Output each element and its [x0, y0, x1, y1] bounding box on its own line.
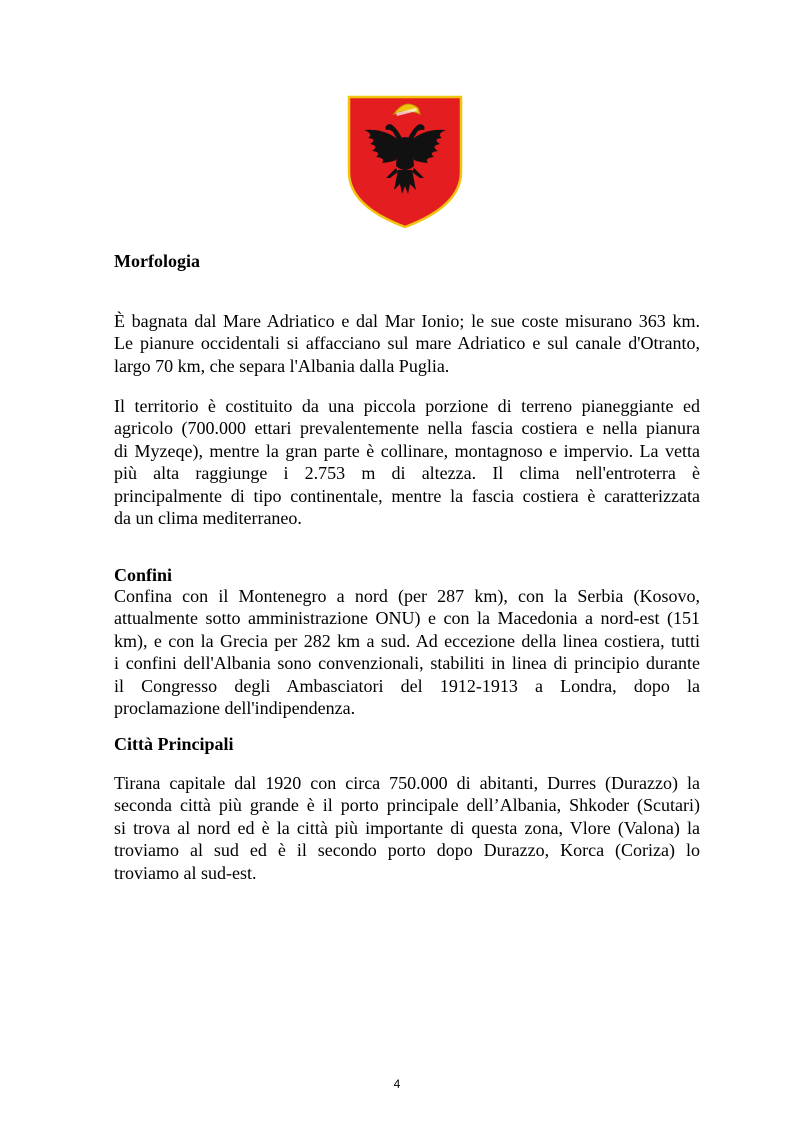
text-line: largo 70 km, che separa l'Albania dalla Puglia. [114, 355, 450, 376]
text-line: Tirana capitale dal 1920 con circa 750.000 di abitanti, Durres (Durazzo) la [114, 773, 700, 793]
paragraph-confini [114, 585, 700, 719]
paragraph-morfologia-2 [114, 395, 700, 529]
text-line: i confini dell'Albania sono convenzionali, stabiliti in linea di principio durante [114, 653, 700, 674]
heading-morfologia: Morfologia [114, 251, 200, 271]
text-line: seconda città più grande è il porto principale dell’Albania, Shkoder (Scutari) [114, 795, 700, 816]
coat-of-arms-icon [346, 94, 464, 230]
text-line: di Myzeqe), mentre la gran parte è collinare, montagnoso e impervio. La vetta [114, 440, 700, 461]
page-number: 4 [393, 1077, 401, 1091]
paragraph-citta-principali [114, 772, 700, 884]
paragraph-morfologia-1 [114, 310, 700, 377]
text-line: da un clima mediterraneo. [114, 508, 302, 529]
text-line: il Congresso degli Ambasciatori del 1912-1913 a Londra, dopo la [114, 675, 700, 696]
text-line: proclamazione dell'indipendenza. [114, 698, 356, 719]
text-line: troviamo al sud-est. [114, 862, 257, 883]
text-line: attualmente sotto amministrazione ONU) e con la Macedonia a nord-est (151 [114, 608, 700, 629]
heading-citta-principali: Città Principali [114, 734, 234, 754]
text-line: più alta raggiunge i 2.753 m di altezza. Il clima nell'entroterra è [114, 463, 700, 484]
text-line: si trova al nord ed è la città più importante di questa zona, Vlore (Valona) la [114, 817, 700, 838]
text-line: agricolo (700.000 ettari prevalentemente nella fascia costiera e nella pianura [114, 418, 700, 439]
text-line: principalmente di tipo continentale, mentre la fascia costiera è caratterizzata [114, 485, 700, 506]
text-line: È bagnata dal Mare Adriatico e dal Mar Ionio; le sue coste misurano 363 km. [114, 311, 700, 331]
text-line: Il territorio è costituito da una piccola porzione di terreno pianeggiante ed [114, 396, 700, 416]
text-line: Confina con il Montenegro a nord (per 287 km), con la Serbia (Kosovo, [114, 586, 700, 606]
text-line: km), e con la Grecia per 282 km a sud. Ad eccezione della linea costiera, tutti [114, 630, 700, 651]
heading-confini: Confini [114, 565, 173, 585]
text-line: Le pianure occidentali si affacciano sul mare Adriatico e sul canale d'Otranto, [114, 333, 700, 354]
text-line: troviamo al sud ed è il secondo porto dopo Durazzo, Korca (Coriza) lo [114, 840, 700, 861]
